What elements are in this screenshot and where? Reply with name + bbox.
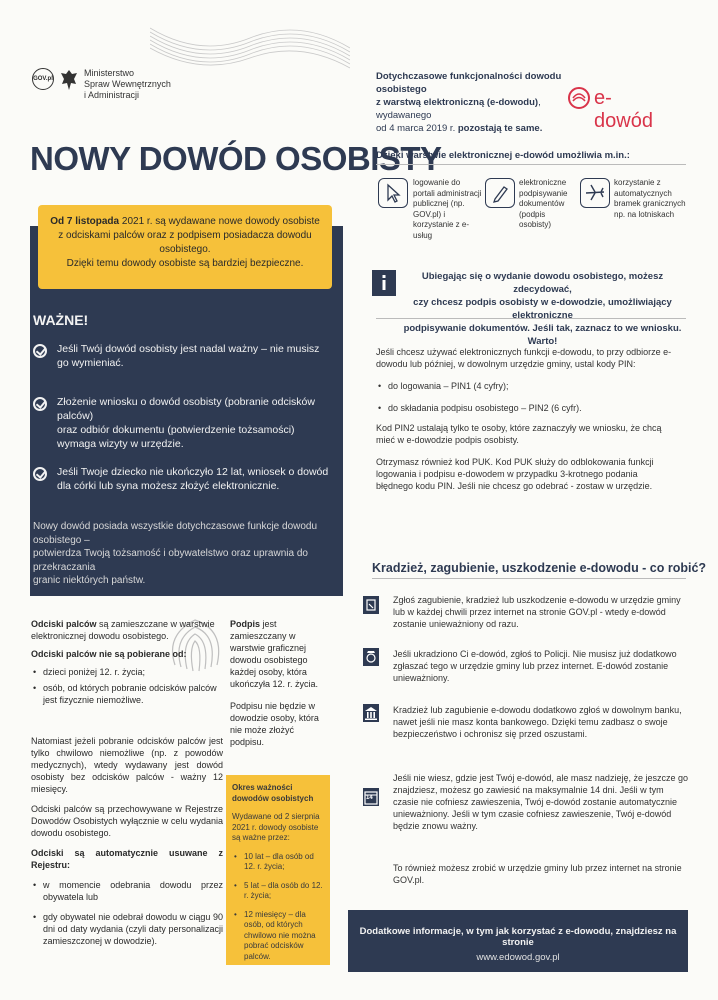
ministry-name: Ministerstwo Spraw Wewnętrznych i Administracji xyxy=(84,68,171,100)
fingerprints-section: Odciski palców są zamieszczane w warstwie elektronicznej dowodu osobistego. Odciski palców nie są pobierane od: • dzieci poniżej 12. r. życia; • osób, od których pobranie odcisków palców jest fizycznie niemożliwe. xyxy=(31,618,221,712)
fingerprints-text: Natomiast jeżeli pobranie odcisków palców jest tylko chwilowo niemożliwe (np. z powodów medycznych), wtedy wydawany jest dowód osobisty bez odcisków palców - ważny 12 miesięcy. Odciski palców są przechowywane w Rejestrze Dowodów Osobistych wyłącznie w celu wydania dowodu osobistego. Odciski są automatycznie usuwane z Rejestru: • w momencie odebrania dowodu przez obywatela lub • gdy obywatel nie odebrał dowodu w ciągu 90 dni od daty wydania (czyli daty personalizacji zamieszczonej w dowodzie). xyxy=(31,735,223,951)
check-circle-icon xyxy=(33,397,47,411)
e-dowod-logo-icon xyxy=(567,86,591,110)
divider xyxy=(376,164,686,165)
airplane-icon xyxy=(580,178,610,208)
theft-item: Jeśli ukradziono Ci e-dowód, zgłoś to Policji. Nie musisz już dodatkowo zgłaszać tego w urzędzie gminy lub przez internet. E-dowód zostanie unieważniony. xyxy=(393,649,677,683)
list-item: • gdy obywatel nie odebrał dowodu w ciągu 90 dni od daty wydania (czyli daty personalizacji zamieszczonej w dowodzie). xyxy=(31,911,223,947)
theft-heading: Kradzież, zagubienie, uszkodzenie e-dowodu - co robić? xyxy=(372,561,707,575)
check-circle-icon xyxy=(33,467,47,481)
info-icon xyxy=(372,270,396,296)
also-online-text: To również możesz zrobić w urzędzie gminy lub przez internet na stronie GOV.pl. xyxy=(393,863,682,885)
list-item: • 5 lat – dla osób do 12. r. życia; xyxy=(232,881,324,902)
more-info-footer: Dodatkowe informacje, w tym jak korzystać z e-dowodu, znajdziesz na stronie www.edowod.gov.pl xyxy=(348,910,688,972)
divider xyxy=(372,578,686,579)
theft-item: Zgłoś zagubienie, kradzież lub uszkodzenie e-dowodu w urzędzie gminy lub w każdej chwili przez internet na stronie GOV.pl - wtedy e-dowód zostanie unieważniony od razu. xyxy=(393,595,681,629)
theft-item: Kradzież lub zagubienie e-dowodu dodatkowo zgłoś w dowolnym banku, nawet jeśli nie masz konta bankowego. Dzięki temu zadbasz o swoje bezpieczeństwo i ochronisz się przed oszustami. xyxy=(393,705,682,739)
pin-notice: Ubiegając się o wydanie dowodu osobistego, możesz zdecydować, czy chcesz podpis osobisty w e-dowodzie, umożliwiający elektroniczne podpisywanie dokumentów. Jeśli tak, zaznacz to we wniosku. Warto! xyxy=(403,271,682,347)
eagle-emblem-icon xyxy=(60,68,78,92)
gov-logo: GOV.pl xyxy=(32,68,54,90)
decorative-wave-lines xyxy=(150,18,350,78)
not-taken-list xyxy=(31,666,221,706)
edowod-link[interactable]: www.edowod.gov.pl xyxy=(476,952,560,963)
police-icon xyxy=(363,648,379,666)
pin-list xyxy=(376,380,676,414)
enables-heading: Dzięki warstwie elektronicznej e-dowód umożliwia m.in.: xyxy=(376,150,630,161)
bank-icon xyxy=(363,704,379,722)
report-loss-icon xyxy=(363,596,379,614)
list-item: • dzieci poniżej 12. r. życia; xyxy=(31,666,221,678)
important-heading: WAŻNE! xyxy=(33,312,89,328)
right-intro: Dotychczasowe funkcjonalności dowodu osobistego z warstwą elektroniczną (e-dowodu), wydawanego od 4 marca 2019 r. pozostają te same. xyxy=(376,71,562,134)
check-circle-icon xyxy=(33,344,47,358)
list-item: • do składania podpisu osobistego – PIN2 (6 cyfr). xyxy=(376,402,676,414)
calendar-icon: 14 xyxy=(363,788,379,806)
page-title: NOWY DOWÓD OSOBISTY xyxy=(30,140,442,177)
divider xyxy=(376,318,686,319)
important-item: Jeśli Twój dowód osobisty jest nadal ważny – nie musisz go wymieniać. xyxy=(33,342,333,370)
cursor-icon xyxy=(378,178,408,208)
list-item: • osób, od których pobranie odcisków palców jest fizycznie niemożliwe. xyxy=(31,682,221,706)
validity-box: Okres ważności dowodów osobistych Wydawane od 2 sierpnia 2021 r. dowody osobiste są ważne przez: • 10 lat – dla osób od 12. r. życia; • 5 lat – dla osób do 12. r. życia; • 12 miesięcy – dla osób, od których chwilowo nie można pobrać odcisków palców. xyxy=(226,775,330,965)
e-dowod-logo: e-dowód xyxy=(567,84,667,114)
list-item: • w momencie odebrania dowodu przez obywatela lub xyxy=(31,879,223,903)
pin-section: Jeśli chcesz używać elektronicznych funkcji e-dowodu, to przy odbiorze e-dowodu lub później, w dowolnym urzędzie gminy, ustal kody PIN: • do logowania – PIN1 (4 cyfry); • do składania podpisu osobistego – PIN2 (6 cyfr). Kod PIN2 ustalają tylko te osoby, które zaznaczyły we wniosku, że chcą mieć w e-dowodzie podpis osobisty. Otrzymasz również kod PUK. Kod PUK służy do odblokowania funkcji logowania i podpisu e-dowodem w przypadku 3-krotnego podania błędnego kodu PIN. Jeśli nie chcesz go odebrać - zostaw w urzędzie. xyxy=(376,346,676,492)
list-item: • 12 miesięcy – dla osób, od których chwilowo nie można pobrać odcisków palców. xyxy=(232,910,324,963)
list-item: • 10 lat – dla osób od 12. r. życia; xyxy=(232,852,324,873)
signature-section: Podpis jest zamieszczany w warstwie graficznej dowodu osobistego każdej osoby, która ukończyła 12. r. życia. Podpisu nie będzie w dowodzie osoby, która nie może złożyć podpisu. xyxy=(230,619,319,747)
auto-removed-list xyxy=(31,879,223,947)
feature-login: logowanie do portali administracji publicznej (np. GOV.pl) i korzystanie z e-usług xyxy=(413,178,482,240)
feature-signature: elektroniczne podpisywanie dokumentów (podpis osobisty) xyxy=(519,178,568,229)
new-id-functions-text: Nowy dowód posiada wszystkie dotychczasowe funkcje dowodu osobistego – potwierdza Twoją tożsamość i obywatelstwo oraz uprawnia do przekraczania granic niektórych państw. xyxy=(33,521,318,586)
feature-border-gates: korzystanie z automatycznych bramek granicznych np. na lotniskach xyxy=(614,178,686,219)
pen-icon xyxy=(485,178,515,208)
theft-item: Jeśli nie wiesz, gdzie jest Twój e-dowód, ale masz nadzieję, że jeszcze go znajdziesz, możesz go zawiesić na maksymalnie 14 dni. Jeśli w tym czasie nie cofniesz zawieszenia, Twój e-dowód zostanie automatycznie unieważniony. Jeśli w tym czasie cofniesz zawieszenie, Twój e-dowód będzie znowu ważny. xyxy=(393,773,688,831)
announcement-box: Od 7 listopada 2021 r. są wydawane nowe dowody osobiste z odciskami palców oraz z podpisem posiadacza dowodu osobistego. Dzięki temu dowody osobiste są bardziej bezpieczne. xyxy=(38,205,332,289)
important-item: Złożenie wniosku o dowód osobisty (pobranie odcisków palców) oraz odbiór dokumentu (potwierdzenie tożsamości) wymaga wizyty w urzędzie. xyxy=(33,395,333,451)
list-item: • do logowania – PIN1 (4 cyfry); xyxy=(376,380,676,392)
important-item: Jeśli Twoje dziecko nie ukończyło 12 lat, wniosek o dowód dla córki lub syna możesz złożyć elektronicznie. xyxy=(33,465,333,493)
